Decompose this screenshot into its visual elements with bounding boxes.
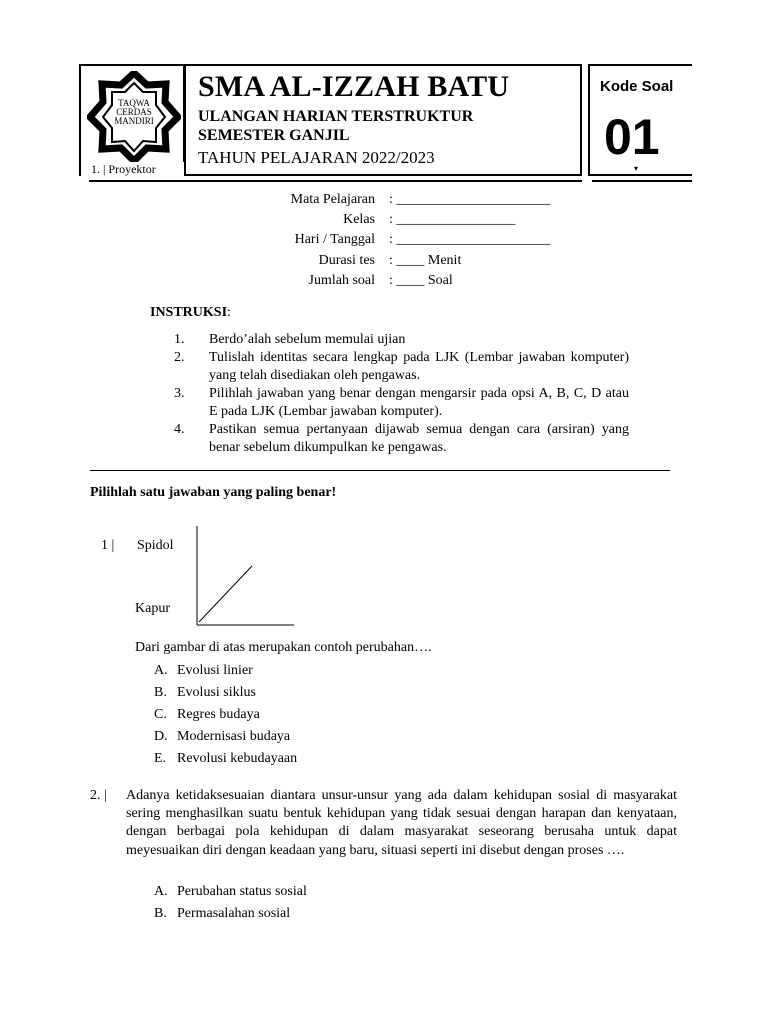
field-blank: : _________________ <box>389 212 516 227</box>
instruction-item <box>174 349 629 385</box>
instruction-item <box>174 421 629 457</box>
logo-text-line-3: MANDIRI <box>114 116 154 126</box>
answer-option[interactable] <box>154 751 297 773</box>
question-text: Adanya ketidaksesuaian diantara unsur-unsur yang ada dalam kehidupan sosial di masyarakat sering menghasilkan suatu bentuk kehidupan yang tidak sesuai dengan harapan dan kenyataan, dengan berbagai pola kehidupan di dalam masyarakat seseorang berusaha untuk dapat meyesuaikan diri dengan keadaan yang baru, situasi seperti ini disebut dengan proses …. <box>126 788 677 858</box>
field-label: Jumlah soal <box>308 273 375 288</box>
graph-label-top: Spidol <box>137 538 174 553</box>
graph-label-bottom: Kapur <box>135 601 170 616</box>
logo-overlay-text: 1. | Proyektor <box>91 162 156 176</box>
option-letter: B. <box>154 906 167 921</box>
field-question-count <box>150 273 650 293</box>
question-number: 2. | <box>90 788 107 803</box>
option-text: Perubahan status sosial <box>177 884 307 899</box>
logo-text-line-2: CERDAS <box>116 107 152 117</box>
logo-text-line-1: TAQWA <box>118 98 150 108</box>
header-title-box <box>184 64 582 176</box>
answer-option[interactable] <box>154 884 307 906</box>
field-label: Mata Pelajaran <box>290 192 375 207</box>
answer-option[interactable] <box>154 707 297 729</box>
section-title: Pilihlah satu jawaban yang paling benar! <box>90 485 337 500</box>
option-text: Evolusi linier <box>177 663 253 678</box>
instruction-text: Pastikan semua pertanyaan dijawab semua dengan cara (arsiran) yang benar sebelum dikumpulkan ke pengawas. <box>209 422 629 455</box>
academic-year: TAHUN PELAJARAN 2022/2023 <box>198 148 435 167</box>
field-blank: : ____ Soal <box>389 273 453 288</box>
change-diagram <box>190 523 300 629</box>
option-letter: D. <box>154 729 168 744</box>
field-day-date <box>150 232 650 252</box>
semester-label: SEMESTER GANJIL <box>198 127 350 144</box>
exam-title: ULANGAN HARIAN TERSTRUKTUR <box>198 108 474 125</box>
option-text: Evolusi siklus <box>177 685 256 700</box>
option-letter: C. <box>154 707 167 722</box>
question-number: 1 | <box>101 538 115 553</box>
instruction-number: 4. <box>174 422 185 437</box>
option-text: Permasalahan sosial <box>177 906 291 921</box>
field-label: Hari / Tanggal <box>294 232 375 247</box>
option-letter: A. <box>154 663 168 678</box>
option-letter: B. <box>154 685 167 700</box>
instruction-number: 3. <box>174 386 185 401</box>
instruction-text: Pilihlah jawaban yang benar dengan mengarsir pada opsi A, B, C, D atau E pada LJK (Lembar jawaban komputer). <box>209 386 629 419</box>
instruction-item <box>174 385 629 421</box>
option-text: Modernisasi budaya <box>177 729 291 744</box>
instruction-text: Tulislah identitas secara lengkap pada LJK (Lembar jawaban komputer) yang telah disediakan oleh pengawas. <box>209 350 629 383</box>
answer-option[interactable] <box>154 729 297 751</box>
answer-options <box>154 663 297 773</box>
exam-code-label: Kode Soal <box>600 78 674 95</box>
answer-option[interactable] <box>154 906 307 928</box>
field-label: Durasi tes <box>318 253 375 268</box>
field-duration <box>150 253 650 273</box>
code-underline <box>592 180 692 182</box>
answer-option[interactable] <box>154 685 297 707</box>
answer-option[interactable] <box>154 663 297 685</box>
exam-code-box <box>588 64 692 176</box>
question-text: Dari gambar di atas merupakan contoh perubahan…. <box>135 640 432 655</box>
option-letter: E. <box>154 751 167 766</box>
instruction-text: Berdo’alah sebelum memulai ujian <box>209 332 406 347</box>
answer-options <box>154 884 307 928</box>
dot-mark-icon: ▾ <box>634 164 639 173</box>
option-text: Regres budaya <box>177 707 260 722</box>
exam-code-value: 01 <box>604 109 660 165</box>
instruction-number: 1. <box>174 332 185 347</box>
option-letter: A. <box>154 884 168 899</box>
diagram-trend-line <box>199 566 252 622</box>
instruction-item <box>174 331 629 349</box>
field-blank: : ______________________ <box>389 192 551 207</box>
field-subject <box>150 192 650 212</box>
option-text: Revolusi kebudayaan <box>177 751 298 766</box>
school-logo-box <box>79 64 185 176</box>
field-label: Kelas <box>343 212 375 227</box>
instructions-heading: INSTRUKSI: <box>150 305 231 320</box>
field-class <box>150 212 650 232</box>
instructions-list <box>174 331 629 457</box>
instruction-number: 2. <box>174 350 185 365</box>
field-blank: : ______________________ <box>389 232 551 247</box>
field-blank: : ____ Menit <box>389 253 462 268</box>
section-divider <box>90 470 670 471</box>
header-underline <box>89 180 582 182</box>
school-logo-emblem <box>87 71 181 163</box>
school-name: SMA AL-IZZAH BATU <box>198 70 510 103</box>
